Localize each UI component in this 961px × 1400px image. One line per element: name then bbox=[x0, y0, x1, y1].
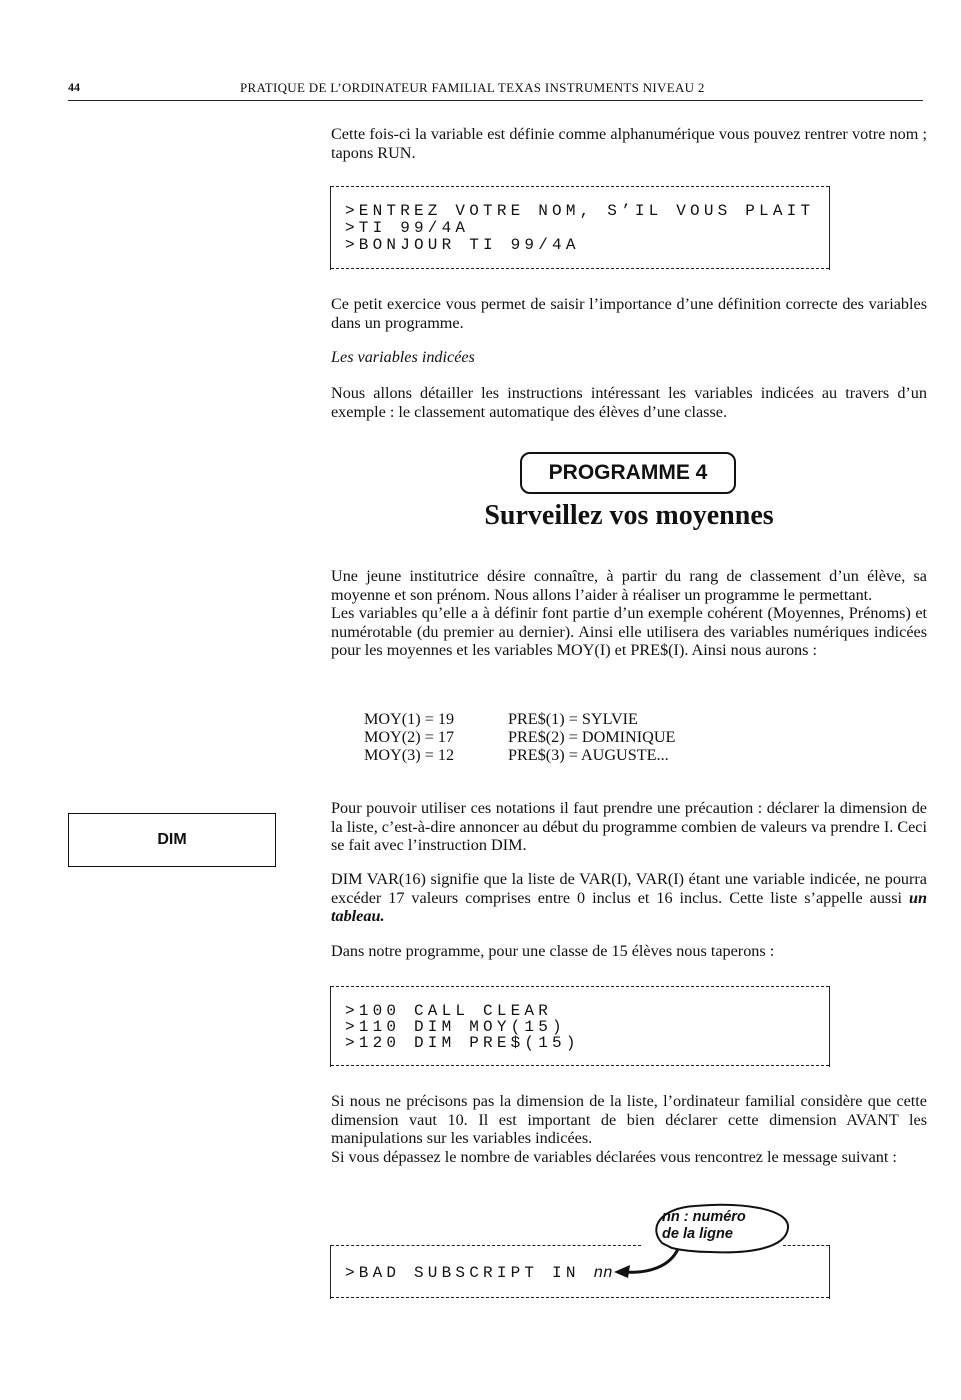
dim-paragraph-2 bbox=[331, 870, 927, 926]
header-rule bbox=[68, 100, 923, 101]
dim-paragraph-3 bbox=[331, 942, 927, 961]
paragraph-emphasis: un tableau. bbox=[331, 888, 927, 925]
code-block-2 bbox=[330, 986, 830, 1067]
intro-text: Cette fois-ci la variable est définie comme alphanumérique vous pouvez rentrer votre nom ; tapons RUN. bbox=[331, 125, 927, 162]
code-block-top-border bbox=[331, 186, 829, 187]
code-line: >TI 99/4A bbox=[345, 219, 470, 237]
code-line bbox=[345, 1265, 613, 1282]
paragraph-text: Dans notre programme, pour une classe de 15 élèves nous taperons : bbox=[331, 942, 775, 960]
callout-line: de la ligne bbox=[662, 1226, 733, 1242]
paragraph-text: Ce petit exercice vous permet de saisir l’importance d’une définition correcte des variables dans un programme. bbox=[331, 295, 927, 332]
paragraph-text: Si nous ne précisons pas la dimension de la liste, l’ordinateur familial considère que cette dimension vaut 10. Il est important de bien déclarer cette dimension AVANT les manipulations sur les variables indicées. bbox=[331, 1092, 927, 1147]
variables-pre-column bbox=[508, 710, 675, 764]
dimension-paragraph bbox=[331, 1092, 927, 1166]
error-message: >BAD SUBSCRIPT IN bbox=[345, 1264, 594, 1282]
code-block-1 bbox=[330, 186, 830, 270]
variable-moy: MOY(2) = 17 bbox=[364, 728, 455, 746]
variable-pre: PRE$(2) = DOMINIQUE bbox=[508, 728, 676, 746]
paragraph-text: Les variables qu’elle a à définir font partie d’un exemple cohérent (Moyennes, Prénoms) et numérotable (du premier au dernier). Ainsi elle utilisera des variables numériques indicées pour les moyennes et les variables MOY(I) et PRE$(I). Ainsi nous aurons : bbox=[331, 604, 927, 659]
code-block-top-border bbox=[331, 986, 829, 987]
paragraph-text: Si vous dépassez le nombre de variables déclarées vous rencontrez le message suivant : bbox=[331, 1147, 897, 1166]
arrowhead-icon bbox=[614, 1265, 630, 1278]
paragraph-definition bbox=[331, 295, 927, 332]
variable-moy: MOY(1) = 19 bbox=[364, 710, 455, 728]
code-line: >BONJOUR TI 99/4A bbox=[345, 236, 580, 254]
callout-text bbox=[662, 1209, 782, 1243]
section-intro-paragraph bbox=[331, 384, 927, 421]
code-block-bottom-border bbox=[331, 1065, 829, 1066]
section-heading: Les variables indicées bbox=[331, 348, 475, 366]
paragraph-text: Une jeune institutrice désire connaître, à partir du rang de classement d’un élève, sa moyenne et son prénom. Nous allons l’aider à réaliser un programme le permettant. bbox=[331, 567, 927, 604]
dim-paragraph-1 bbox=[331, 799, 927, 855]
code-block-top-border bbox=[331, 1245, 641, 1246]
variable-moy: MOY(3) = 12 bbox=[364, 746, 455, 764]
variables-list bbox=[364, 710, 676, 764]
variable-pre: PRE$(1) = SYLVIE bbox=[508, 710, 638, 728]
code-line: >ENTREZ VOTRE NOM, S’IL VOUS PLAIT bbox=[345, 202, 815, 220]
arrow-icon bbox=[622, 1249, 678, 1272]
code-line: >110 DIM MOY(15) bbox=[345, 1018, 566, 1036]
variable-pre: PRE$(3) = AUGUSTE... bbox=[508, 746, 669, 764]
page-number: 44 bbox=[68, 80, 80, 94]
paragraph-text bbox=[331, 870, 927, 926]
line-number-var: nn bbox=[593, 1264, 613, 1282]
program-paragraph bbox=[331, 567, 927, 660]
program-badge: PROGRAMME 4 bbox=[520, 452, 736, 494]
code-block-bottom-border bbox=[331, 268, 829, 269]
callout-line: nn : numéro bbox=[662, 1209, 746, 1225]
code-line: >120 DIM PRE$(15) bbox=[345, 1034, 580, 1052]
code-line: >100 CALL CLEAR bbox=[345, 1002, 553, 1020]
paragraph-text: Nous allons détailler les instructions intéressant les variables indicées au travers d’un exemple : le classement automatique des élèves d’une classe. bbox=[331, 384, 927, 421]
paragraph-main: DIM VAR(16) signifie que la liste de VAR(I), VAR(I) étant une variable indicée, ne pourra excéder 17 valeurs comprises entre 0 inclus et 16 inclus. Cette liste s’appelle aussi bbox=[331, 870, 927, 907]
intro-paragraph bbox=[331, 125, 927, 162]
running-title: PRATIQUE DE L’ORDINATEUR FAMILIAL TEXAS INSTRUMENTS NIVEAU 2 bbox=[240, 80, 705, 95]
program-title: Surveillez vos moyennes bbox=[484, 500, 774, 531]
paragraph-text: Pour pouvoir utiliser ces notations il faut prendre une précaution : déclarer la dimension de la liste, c’est-à-dire annoncer au début du programme combien de valeurs va prendre I. Ceci se fait avec l’instruction DIM. bbox=[331, 799, 927, 854]
dim-margin-box: DIM bbox=[68, 813, 276, 867]
code-block-bottom-border bbox=[331, 1297, 829, 1298]
